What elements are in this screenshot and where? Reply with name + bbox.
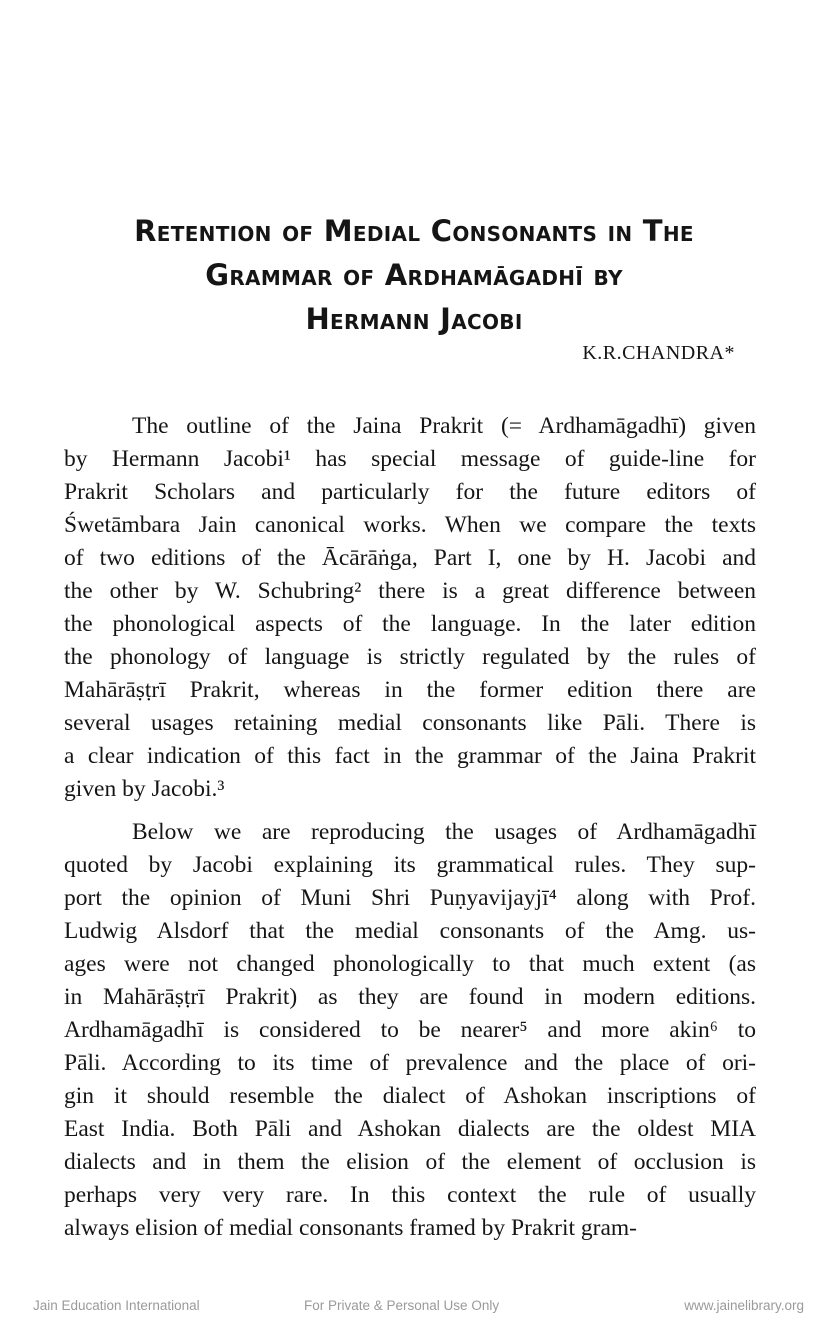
footer-website: www.jainelibrary.org [684,1298,804,1313]
paragraph-line: Below we are reproducing the usages of Ardhamāgadhī [132,819,756,845]
body-paragraph [64,410,756,806]
paragraph-line: quoted by Jacobi explaining its grammatical rules. They sup- [64,852,756,878]
paragraph-line: dialects and in them the elision of the element of occlusion is [64,1149,756,1175]
author-name: K.R.CHANDRA* [582,342,735,364]
paragraph-line: Śwetāmbara Jain canonical works. When we compare the texts [64,512,756,538]
paragraph-line: the other by W. Schubring² there is a great difference between [64,578,756,604]
paragraph-line: the phonology of language is strictly regulated by the rules of [64,644,756,670]
paragraph-line: Ardhamāgadhī is considered to be nearer⁵ and more akin⁶ to [64,1017,756,1043]
paragraph-line: Mahārāṣṭrī Prakrit, whereas in the former edition there are [64,677,756,703]
paragraph-line: Pāli. According to its time of prevalence and the place of ori- [64,1050,756,1076]
paragraph-line: port the opinion of Muni Shri Puṇyavijayjī⁴ along with Prof. [64,885,756,911]
title-line: Retention of Medial Consonants in The [134,214,694,249]
body-paragraph [64,816,756,1245]
paragraph-line: a clear indication of this fact in the grammar of the Jaina Prakrit [64,743,756,769]
paragraph-line: gin it should resemble the dialect of Ashokan inscriptions of [64,1083,756,1109]
paragraph-line: East India. Both Pāli and Ashokan dialects are the oldest MIA [64,1116,756,1142]
paragraph-line: several usages retaining medial consonants like Pāli. There is [64,710,756,736]
paragraph-line: in Mahārāṣṭrī Prakrit) as they are found in modern editions. [64,984,756,1010]
paragraph-line: of two editions of the Ācārāṅga, Part I, one by H. Jacobi and [64,545,756,571]
paragraph-line: The outline of the Jaina Prakrit (= Ardhamāgadhī) given [132,413,756,439]
paragraph-line: always elision of medial consonants framed by Prakrit gram- [64,1215,637,1241]
paragraph-line: Prakrit Scholars and particularly for the future editors of [64,479,756,505]
paragraph-line: given by Jacobi.³ [64,776,225,802]
footer-usage-note: For Private & Personal Use Only [304,1298,500,1313]
title-line: Grammar of Ardhamāgadhī by [205,258,623,293]
paragraph-line: the phonological aspects of the language. In the later edition [64,611,756,637]
title-line: Hermann Jacobi [305,302,523,337]
paragraph-line: by Hermann Jacobi¹ has special message of guide-line for [64,446,756,472]
paragraph-line: ages were not changed phonologically to that much extent (as [64,951,756,977]
paragraph-line: Ludwig Alsdorf that the medial consonants of the Amg. us- [64,918,756,944]
footer-publisher: Jain Education International [33,1298,200,1313]
paragraph-line: perhaps very very rare. In this context the rule of usually [64,1182,756,1208]
article-title [60,209,768,341]
